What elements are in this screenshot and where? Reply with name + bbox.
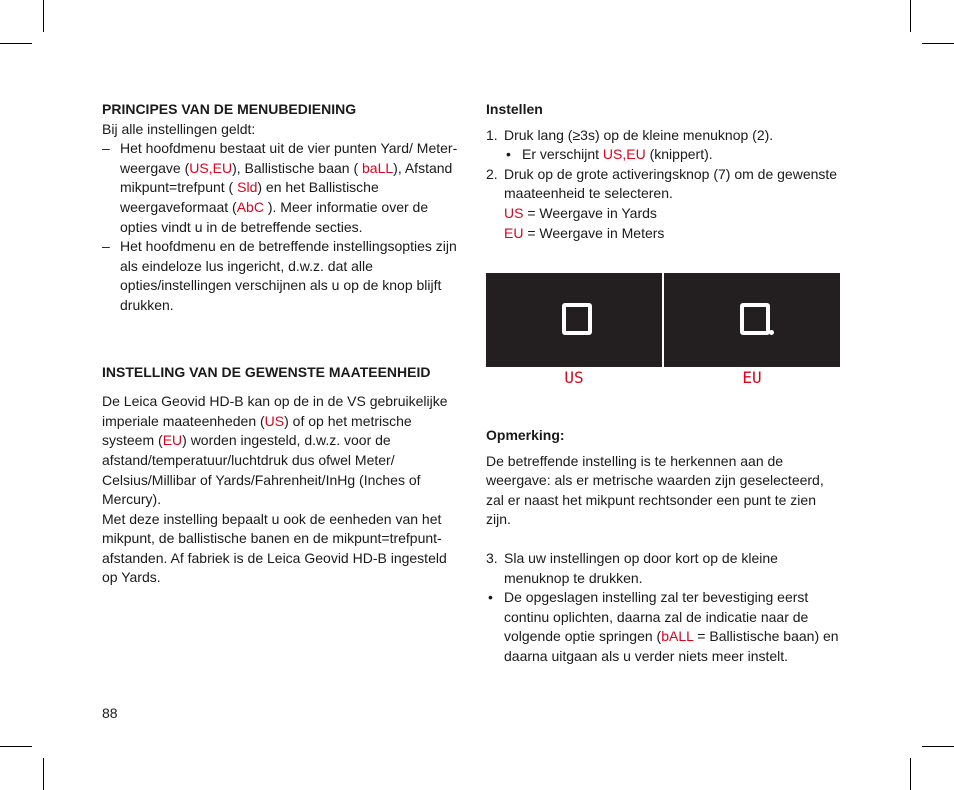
unit-setting-section — [102, 363, 458, 589]
text: Het hoofdmenu bestaat uit de vier punten Yard/ Meter-weergave ( — [120, 140, 458, 176]
code-ball: baLL — [358, 159, 394, 176]
code-abc: AbC — [236, 198, 268, 215]
bullet-marker: • — [488, 589, 493, 606]
text: Het hoofdmenu en de betreffende instellingsopties zijn als eindeloze lus ingericht, d.w.z. dat alle opties/instellingen verschijnen als u op de knop blijft drukken. — [120, 238, 457, 313]
page-number: 88 — [102, 705, 118, 721]
text: De Leica Geovid HD-B kan op de in de VS gebruikelijke imperiale maateenheden ( — [102, 393, 448, 429]
step-number: 3. — [486, 549, 498, 566]
step-item — [486, 549, 842, 588]
code-ball: bALL — [661, 628, 694, 645]
right-column — [486, 100, 842, 664]
text: (knippert). — [645, 146, 713, 163]
code-eu: EU — [162, 432, 183, 449]
note-heading: Opmerking: — [486, 427, 565, 443]
paragraph: Met deze instelling bepaalt u ook de eenheden van het mikpunt, de ballistische banen en de mikpunt=trefpunt-afstanden. Af fabriek is de Leica Geovid HD-B ingesteld op Yards. — [102, 510, 447, 586]
step-item — [486, 126, 842, 146]
text: Er verschijnt — [522, 146, 603, 163]
text: = Ballistische baan) en daarna uitgaan als u verder niets meer instelt. — [504, 628, 839, 664]
text: = Weergave in Meters — [523, 224, 665, 241]
step-text: Druk lang (≥3s) op de kleine menuknop (2). — [504, 126, 774, 143]
display-illustration — [486, 273, 840, 367]
code-us: US — [504, 204, 524, 221]
text: ). Meer informatie over de opties vindt u in de betreffende secties. — [120, 198, 429, 235]
code-sld: Sld — [233, 179, 258, 196]
step-text: Druk op de grote activeringsknop (7) om de gewenste maateenheid te selecteren. — [504, 165, 838, 202]
crop-mark — [910, 758, 911, 790]
text: = Weergave in Yards — [523, 204, 657, 221]
option-us — [486, 204, 842, 224]
crop-mark — [0, 746, 32, 747]
step-number: 1. — [486, 126, 498, 143]
text: ) of op het metrische systeem ( — [102, 412, 412, 449]
crop-mark — [922, 43, 954, 44]
step-number: 2. — [486, 165, 498, 182]
code-us-eu: US,EU — [602, 146, 646, 163]
zero-digit-icon — [740, 303, 770, 335]
dash-marker: – — [102, 238, 110, 255]
code-eu: EU — [504, 224, 524, 241]
section-heading: PRINCIPES VAN DE MENUBEDIENING — [102, 101, 357, 117]
text: De opgeslagen instelling zal ter bevestiging eerst continu oplichten, daarna zal de indicatie naar de volgende optie springen ( — [504, 589, 809, 645]
crop-mark — [0, 43, 32, 44]
paragraph — [102, 392, 458, 510]
left-column — [102, 100, 458, 588]
text: ), Afstand mikpunt=trefpunt ( — [120, 159, 453, 196]
display-panel-us — [486, 273, 662, 367]
text: ) en het Ballistische weergaveformaat ( — [120, 179, 379, 215]
bullet-item — [486, 588, 842, 666]
sub-bullet — [486, 145, 842, 165]
code-us: US — [264, 412, 285, 429]
crop-mark — [910, 0, 911, 32]
note-text: De betreffende instelling is te herkennen aan de weergave: als er metrische waarden zijn geselecteerd, zal er naast het mikpunt rechtsonder een punt te zien zijn. — [486, 452, 824, 528]
intro-text: Bij alle instellingen geldt: — [102, 120, 256, 137]
metric-dot-icon — [769, 330, 774, 335]
text: ), Ballistische baan ( — [232, 159, 359, 176]
dash-marker: – — [102, 140, 110, 157]
section-heading: INSTELLING VAN DE GEWENSTE MAATEENHEID — [102, 363, 431, 380]
list-item — [102, 139, 458, 237]
crop-mark — [43, 758, 44, 790]
step-text: Sla uw instellingen op door kort op de kleine menuknop te drukken. — [504, 549, 778, 586]
crop-mark — [922, 746, 954, 747]
text: ) worden ingesteld, d.w.z. voor de afstand/temperatuur/luchtdruk dus ofwel Meter/ Celsius/Millibar of Yards/Fahrenheit/InHg (Inches of Mercury). — [102, 432, 421, 508]
bullet-marker: • — [506, 146, 511, 163]
code-us-eu: US,EU — [189, 159, 233, 176]
option-eu — [486, 224, 842, 244]
display-label-eu: EU — [742, 368, 762, 387]
note-block — [486, 426, 842, 667]
instellen-heading: Instellen — [486, 101, 543, 117]
menu-principles-section — [102, 100, 458, 316]
display-label-us: US — [564, 368, 584, 387]
step-item — [486, 165, 842, 204]
list-item — [102, 237, 458, 315]
crop-mark — [43, 0, 44, 32]
zero-digit-icon — [562, 303, 592, 335]
display-panel-eu — [664, 273, 840, 367]
